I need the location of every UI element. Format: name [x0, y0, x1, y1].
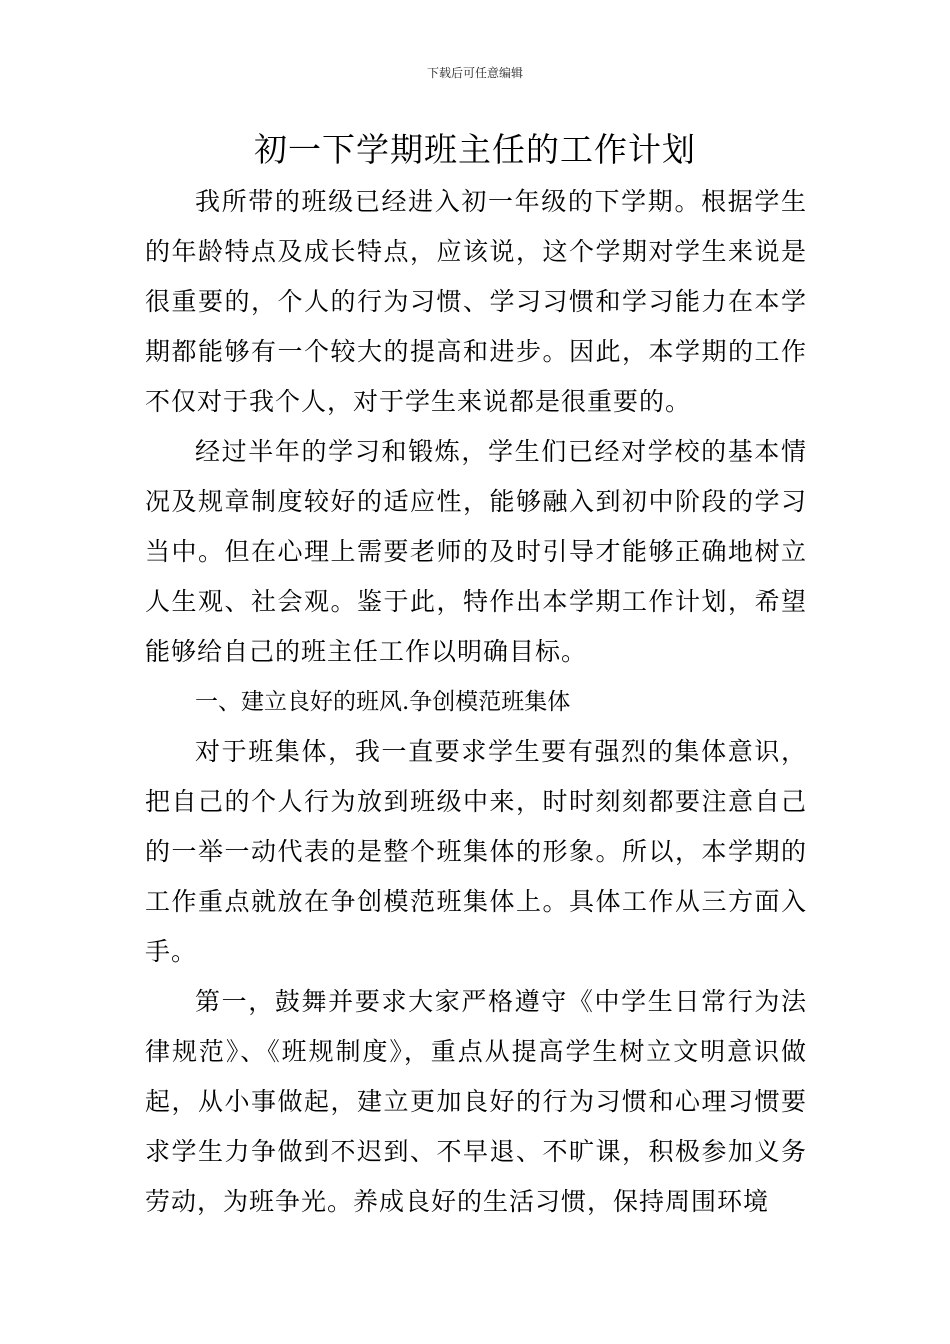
paragraph-first-point: 第一，鼓舞并要求大家严格遵守《中学生日常行为法律规范》、《班规制度》，重点从提高学生树立文明意识做起，从小事做起，建立更加良好的行为习惯和心理习惯要求学生力争做到不迟到、不早退、不旷课，积极参加义务劳动，为班争光。养成良好的生活习惯，保持周围环境 — [145, 987, 807, 1216]
paragraph-intro: 我所带的班级已经进入初一年级的下学期。根据学生的年龄特点及成长特点，应该说，这个学期对学生来说是很重要的，个人的行为习惯、学习习惯和学习能力在本学期都能够有一个较大的提高和进步。因此，本学期的工作不仅对于我个人，对于学生来说都是很重要的。 — [145, 187, 807, 416]
paragraph-background: 经过半年的学习和锻炼，学生们已经对学校的基本情况及规章制度较好的适应性，能够融入到初中阶段的学习当中。但在心理上需要老师的及时引导才能够正确地树立人生观、社会观。鉴于此，特作出本学期工作计划，希望能够给自己的班主任工作以明确目标。 — [145, 437, 807, 666]
document-body — [145, 177, 807, 1227]
header-note: 下载后可任意编辑 — [426, 66, 523, 80]
paragraph-class-collective: 对于班集体，我一直要求学生要有强烈的集体意识，把自己的个人行为放到班级中来，时时刻刻都要注意自己的一举一动代表的是整个班集体的形象。所以，本学期的工作重点就放在争创模范班集体上。具体工作从三方面入手。 — [145, 737, 807, 966]
section-heading-1: 一、建立良好的班风.争创模范班集体 — [195, 689, 571, 715]
page-title: 初一下学期班主任的工作计划 — [254, 130, 696, 169]
